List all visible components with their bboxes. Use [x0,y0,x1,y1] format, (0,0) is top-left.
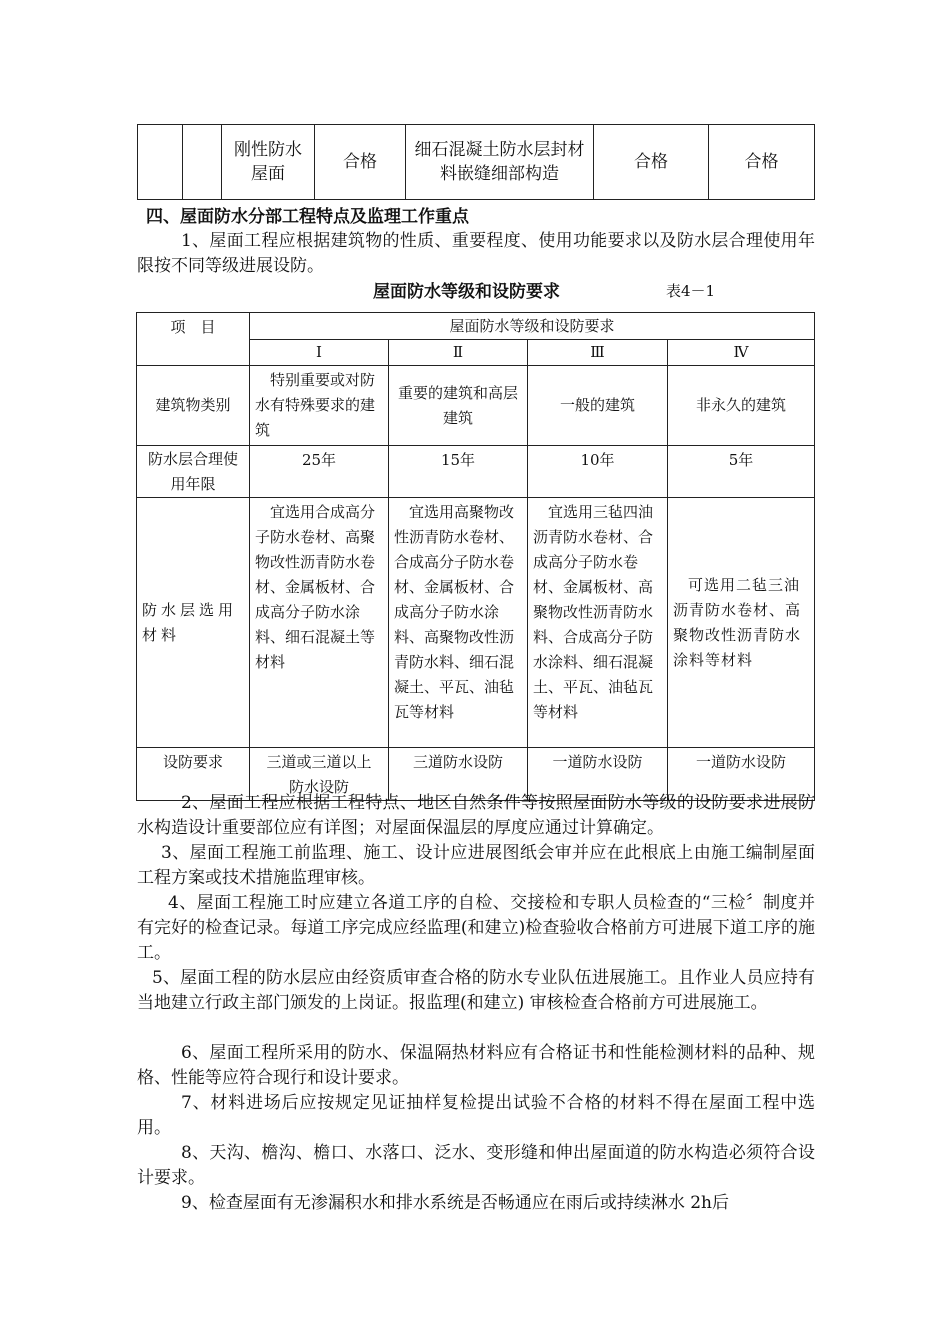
table-cell: 宜选用三毡四油沥青防水卷材、合成高分子防水卷材、金属板材、高聚物改性沥青防水料、合成高分子防水涂料、细石混凝土、平瓦、油毡瓦等材料 [528,498,668,748]
section-heading: 四、屋面防水分部工程特点及监理工作重点 [146,207,469,227]
table-cell: 非永久的建筑 [668,366,815,446]
table-cell: 三道或三道以上防水设防 [250,748,389,801]
paragraph: 4、屋面工程施工时应建立各道工序的自检、交接检和专职人员检查的“三检〞制度并有完好的检查记录。每道工序完成应经监理(和建立)检查验收合格前方可进展下道工序的施工。 [137,893,815,963]
table-number: 表4－1 [666,282,716,300]
table-cell: 可选用二毡三油沥青防水卷材、高聚物改性沥青防水涂料等材料 [668,498,815,748]
table-caption: 屋面防水等级和设防要求 [373,282,560,302]
grade-header: Ⅱ [389,340,528,366]
paragraph: 5、屋面工程的防水层应由经资质审查合格的防水专业队伍进展施工。且作业人员应持有当地建立行政主部门颁发的上岗证。报监理(和建立) 审核检查合格前方可进展施工。 [137,968,815,1013]
table-cell: 合格 [594,125,709,200]
grade-header: Ⅲ [528,340,668,366]
paragraph: 7、材料进场后应按规定见证抽样复检提出试验不合格的材料不得在屋面工程中选用。 [137,1093,815,1138]
paragraph: 3、屋面工程施工前监理、施工、设计应进展图纸会审并应在此根底上由施工编制屋面工程方案或技术措施监理审核。 [137,843,815,888]
table-cell: 合格 [709,125,815,200]
table-row [137,498,815,748]
table-row [137,366,815,446]
table-cell: 刚性防水屋面 [222,125,315,200]
table-cell: 25年 [250,446,389,498]
table-cell: 重要的建筑和高层建筑 [389,366,528,446]
table-cell: 细石混凝土防水层封材料嵌缝细部构造 [406,125,594,200]
table-row [137,446,815,498]
table-cell: 合格 [315,125,406,200]
table-row [137,313,815,340]
item-header: 项 目 [137,313,250,366]
row-label: 建筑物类别 [137,366,250,446]
row-label: 防水层选用材料 [137,498,250,748]
group-header: 屋面防水等级和设防要求 [250,313,815,340]
paragraph: 9、检查屋面有无渗漏积水和排水系统是否畅通应在雨后或持续淋水 2h后 [181,1193,729,1213]
row-label: 防水层合理使用年限 [137,446,250,498]
paragraph: 2、屋面工程应根据工程特点、地区自然条件等按照屋面防水等级的设防要求进展防水构造设计重要部位应有详图；对屋面保温层的厚度应通过计算确定。 [137,793,815,838]
table-cell: 10年 [528,446,668,498]
table-cell: 三道防水设防 [389,748,528,801]
table-cell [183,125,222,200]
grade-header: Ⅰ [250,340,389,366]
table-cell: 特别重要或对防水有特殊要求的建筑 [250,366,389,446]
table-row [138,125,815,200]
table-cell: 宜选用高聚物改性沥青防水卷材、合成高分子防水卷材、金属板材、合成高分子防水涂料、高聚物改性沥青防水料、细石混凝土、平瓦、油毡瓦等材料 [389,498,528,748]
table-cell: 宜选用合成高分子防水卷材、高聚物改性沥青防水卷材、金属板材、合成高分子防水涂料、细石混凝土等材料 [250,498,389,748]
paragraph: 8、天沟、檐沟、檐口、水落口、泛水、变形缝和伸出屋面道的防水构造必须符合设计要求。 [137,1143,815,1188]
waterproof-grade-table [136,312,815,801]
table-cell: 一道防水设防 [668,748,815,801]
table-cell [138,125,183,200]
table-cell: 5年 [668,446,815,498]
paragraph: 1、屋面工程应根据建筑物的性质、重要程度、使用功能要求以及防水层合理使用年限按不同等级进展设防。 [137,231,815,276]
table-cell: 15年 [389,446,528,498]
grade-header: Ⅳ [668,340,815,366]
table-cell: 一道防水设防 [528,748,668,801]
paragraph: 6、屋面工程所采用的防水、保温隔热材料应有合格证书和性能检测材料的品种、规格、性能等应符合现行和设计要求。 [137,1043,815,1088]
inspection-table-continued [137,124,815,200]
table-cell: 一般的建筑 [528,366,668,446]
row-label: 设防要求 [137,748,250,801]
